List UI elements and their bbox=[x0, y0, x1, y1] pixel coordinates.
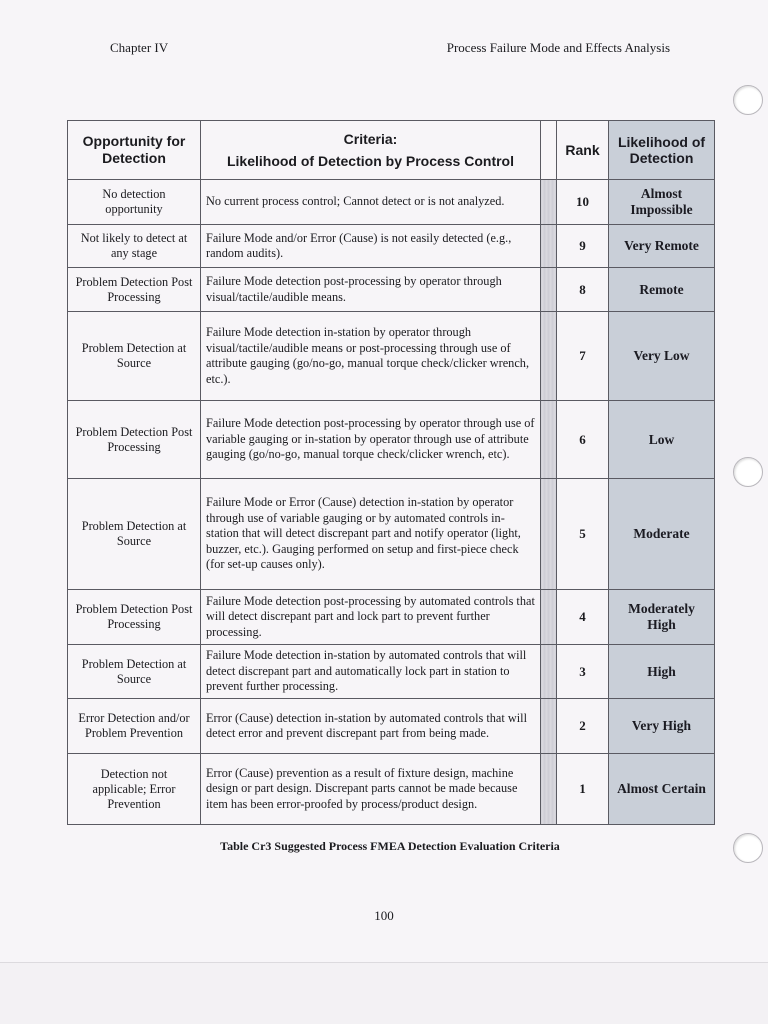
cell-criteria: Error (Cause) prevention as a result of fixture design, machine design or part design. Discrepant parts cannot be made because item has been error-proofed by process/product design. bbox=[201, 754, 541, 825]
cell-rank: 3 bbox=[557, 645, 609, 699]
cell-rank: 10 bbox=[557, 180, 609, 225]
cell-opportunity: Not likely to detect at any stage bbox=[68, 225, 201, 268]
cell-rank: 9 bbox=[557, 225, 609, 268]
binder-hole-top bbox=[733, 85, 763, 115]
page-number: 100 bbox=[374, 908, 394, 923]
cell-likelihood: Very High bbox=[609, 699, 715, 754]
detection-criteria-table bbox=[67, 120, 715, 825]
column-separator bbox=[541, 645, 557, 699]
table-row bbox=[68, 590, 715, 645]
cell-criteria: Failure Mode detection post-processing by operator through use of variable gauging or in-station by operator through use of attribute gauging (go/no-go, manual torque check/clicker wrench, etc). bbox=[201, 401, 541, 479]
column-separator bbox=[541, 312, 557, 401]
column-separator bbox=[541, 590, 557, 645]
cell-criteria: Failure Mode detection post-processing by automated controls that will detect discrepant part and lock part to prevent further processing. bbox=[201, 590, 541, 645]
cell-likelihood: Almost Impossible bbox=[609, 180, 715, 225]
column-separator bbox=[541, 121, 557, 180]
column-separator bbox=[541, 401, 557, 479]
cell-rank: 5 bbox=[557, 479, 609, 590]
cell-likelihood: Low bbox=[609, 401, 715, 479]
column-separator bbox=[541, 180, 557, 225]
cell-criteria: Failure Mode detection in-station by operator through visual/tactile/audible means or post-processing through use of attribute gauging (go/no-go, manual torque check/clicker wrench, etc.). bbox=[201, 312, 541, 401]
header-rank: Rank bbox=[557, 121, 609, 180]
cell-opportunity: Problem Detection at Source bbox=[68, 645, 201, 699]
cell-opportunity: Error Detection and/or Problem Prevention bbox=[68, 699, 201, 754]
cell-criteria: Error (Cause) detection in-station by automated controls that will detect error and prevent discrepant part from being made. bbox=[201, 699, 541, 754]
header-opportunity: Opportunity for Detection bbox=[68, 121, 201, 180]
column-separator bbox=[541, 225, 557, 268]
cell-criteria: No current process control; Cannot detect or is not analyzed. bbox=[201, 180, 541, 225]
cell-rank: 4 bbox=[557, 590, 609, 645]
header-likelihood: Likelihood of Detection bbox=[609, 121, 715, 180]
column-separator bbox=[541, 268, 557, 312]
table-header-row bbox=[68, 121, 715, 180]
table-row bbox=[68, 401, 715, 479]
column-separator bbox=[541, 754, 557, 825]
cell-opportunity: Problem Detection Post Processing bbox=[68, 590, 201, 645]
column-separator bbox=[541, 479, 557, 590]
cell-criteria: Failure Mode detection post-processing by operator through visual/tactile/audible means. bbox=[201, 268, 541, 312]
cell-likelihood: Very Low bbox=[609, 312, 715, 401]
cell-criteria: Failure Mode detection in-station by automated controls that will detect discrepant part and automatically lock part in station to prevent further processing. bbox=[201, 645, 541, 699]
cell-rank: 2 bbox=[557, 699, 609, 754]
cell-opportunity: Problem Detection Post Processing bbox=[68, 401, 201, 479]
table-row bbox=[68, 225, 715, 268]
cell-rank: 6 bbox=[557, 401, 609, 479]
table-row bbox=[68, 180, 715, 225]
table-row bbox=[68, 312, 715, 401]
table-row bbox=[68, 268, 715, 312]
cell-opportunity: Problem Detection at Source bbox=[68, 479, 201, 590]
chapter-label: Chapter IV bbox=[110, 40, 169, 55]
header-criteria-description: Likelihood of Detection by Process Control bbox=[226, 153, 515, 169]
running-title: Process Failure Mode and Effects Analysis bbox=[446, 40, 670, 55]
cell-opportunity: Detection not applicable; Error Prevention bbox=[68, 754, 201, 825]
table-row bbox=[68, 645, 715, 699]
cell-opportunity: Problem Detection at Source bbox=[68, 312, 201, 401]
table-row bbox=[68, 754, 715, 825]
cell-opportunity: Problem Detection Post Processing bbox=[68, 268, 201, 312]
column-separator bbox=[541, 699, 557, 754]
cell-rank: 8 bbox=[557, 268, 609, 312]
table-row bbox=[68, 699, 715, 754]
cell-opportunity: No detection opportunity bbox=[68, 180, 201, 225]
cell-likelihood: Remote bbox=[609, 268, 715, 312]
cell-rank: 7 bbox=[557, 312, 609, 401]
table-caption: Table Cr3 Suggested Process FMEA Detection Evaluation Criteria bbox=[220, 839, 560, 853]
cell-likelihood: High bbox=[609, 645, 715, 699]
cell-likelihood: Very Remote bbox=[609, 225, 715, 268]
binder-hole-middle bbox=[733, 457, 763, 487]
cell-likelihood: Almost Certain bbox=[609, 754, 715, 825]
table-row bbox=[68, 479, 715, 590]
cell-rank: 1 bbox=[557, 754, 609, 825]
cell-likelihood: Moderately High bbox=[609, 590, 715, 645]
cell-likelihood: Moderate bbox=[609, 479, 715, 590]
cell-criteria: Failure Mode and/or Error (Cause) is not easily detected (e.g., random audits). bbox=[201, 225, 541, 268]
cell-criteria: Failure Mode or Error (Cause) detection in-station by operator through use of variable gauging or by automated controls in-station that will detect discrepant part and notify operator (light, buzzer, etc.). Gauging performed on setup and first-piece check (for set-up causes only). bbox=[201, 479, 541, 590]
header-criteria-label: Criteria: bbox=[343, 131, 398, 147]
header-criteria bbox=[201, 121, 541, 180]
